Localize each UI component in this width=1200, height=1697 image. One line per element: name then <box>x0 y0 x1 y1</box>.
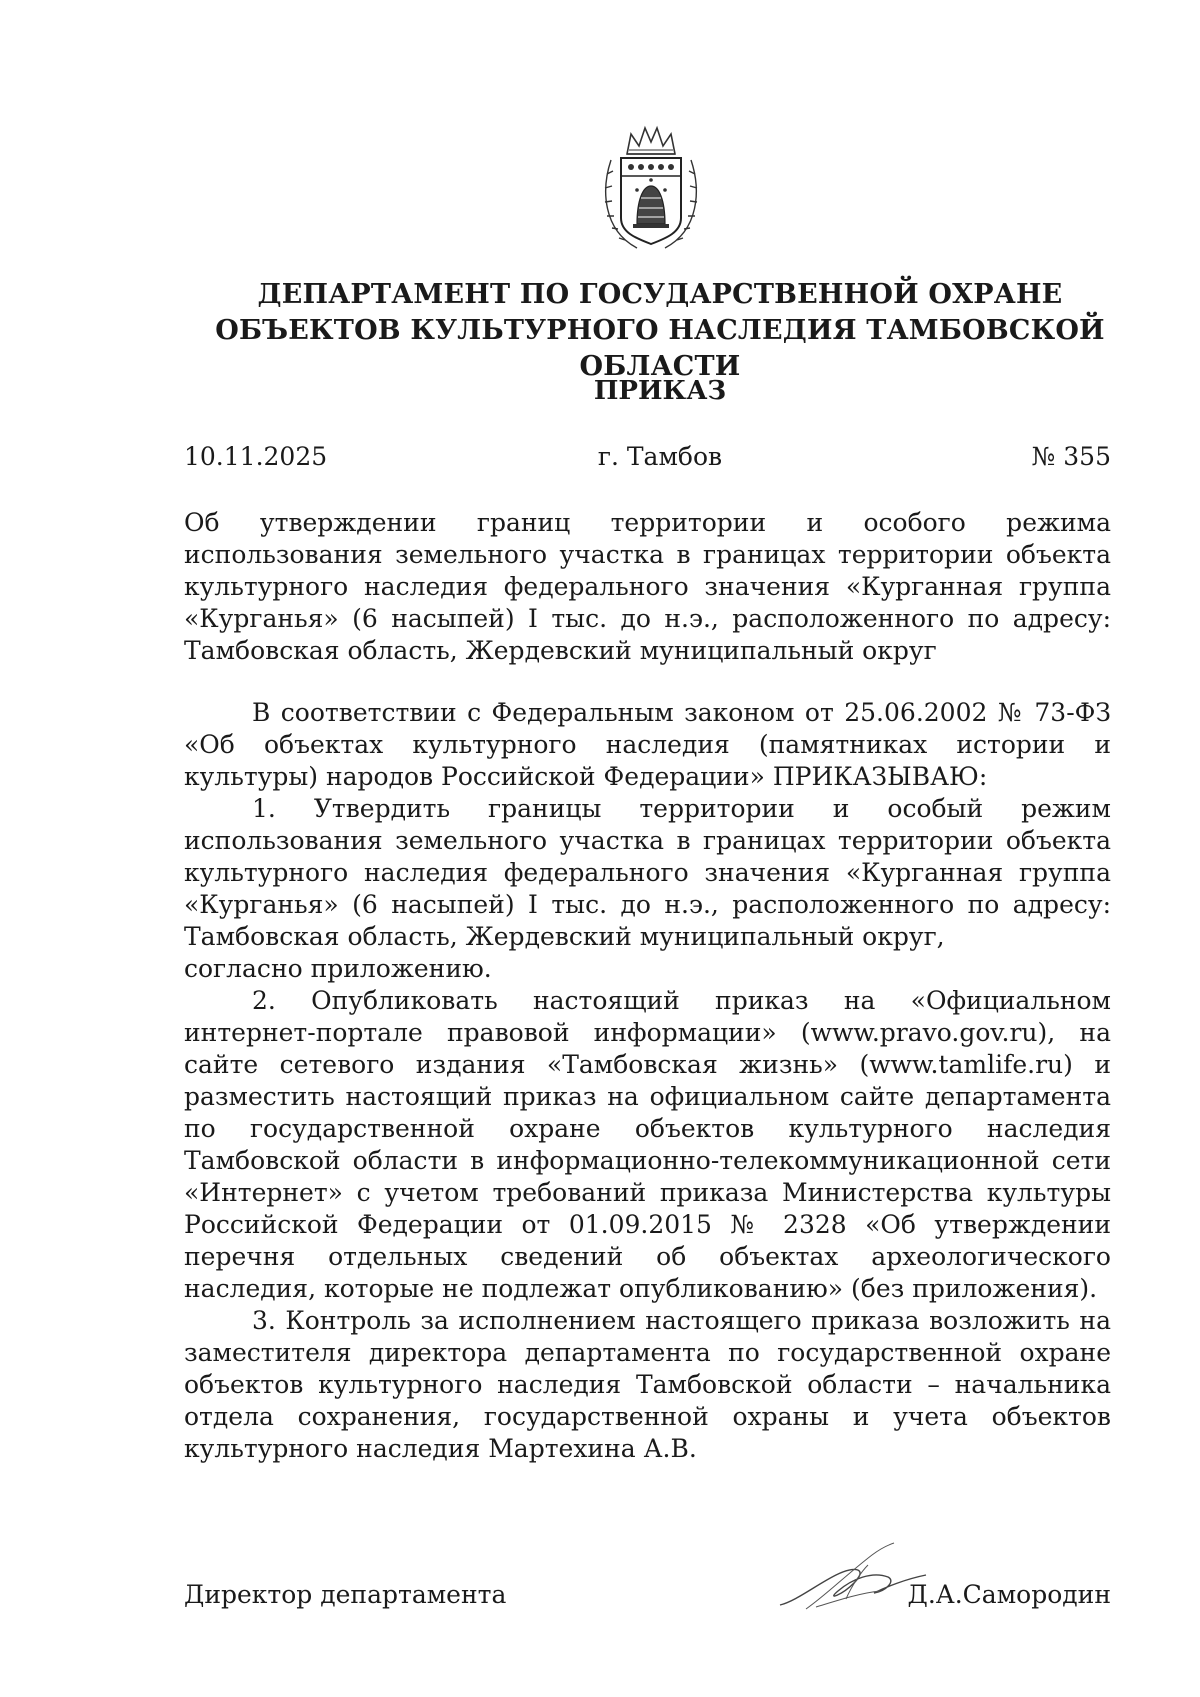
order-city: г. Тамбов <box>597 442 723 471</box>
order-number: № 355 <box>1031 442 1111 471</box>
item-3: 3. Контроль за исполнением настоящего приказа возложить на заместителя директора департамента по государственной охране объектов культурного наследия Тамбовской области – начальника отдела сохранения, государственной охраны и учета объектов культурного наследия Мартехина А.В. <box>184 1306 1111 1463</box>
item-1-tail: согласно приложению. <box>184 954 492 983</box>
department-name: ДЕПАРТАМЕНТ ПО ГОСУДАРСТВЕННОЙ ОХРАНЕ ОБЪЕКТОВ КУЛЬТУРНОГО НАСЛЕДИЯ ТАМБОВСКОЙ ОБЛАСТИ <box>215 279 1105 382</box>
preamble: В соответствии с Федеральным законом от 25.06.2002 № 73-ФЗ «Об объектах культурного наследия (памятниках истории и культуры) народов Российской Федерации» ПРИКАЗЫВАЮ: <box>184 698 1111 791</box>
item-1: 1. Утвердить границы территории и особый режим использования земельного участка в границах территории объекта культурного наследия федерального значения «Курганная группа «Курганья» (6 насыпей) I тыс. до н.э., расположенного по адресу: Тамбовская область, Жердевский муниципальный округ, <box>184 794 1111 951</box>
signatory-position: Директор департамента <box>184 1580 507 1609</box>
signatory-name: Д.А.Самородин <box>907 1580 1111 1609</box>
order-date: 10.11.2025 <box>184 442 328 471</box>
order-body <box>184 697 1111 1465</box>
coat-of-arms-icon <box>597 120 705 256</box>
order-subject <box>184 507 1111 667</box>
item-2: 2. Опубликовать настоящий приказ на «Официальном интернет-портале правовой информации» (www.pravo.gov.ru), на сайте сетевого издания «Тамбовская жизнь» (www.tamlife.ru) и разместить настоящий приказ на официальном сайте департамента по государственной охране объектов культурного наследия Тамбовской области в информационно-телекоммуникационной сети «Интернет» с учетом требований приказа Министерства культуры Российской Федерации от 01.09.2015 № 2328 «Об утверждении перечня отдельных сведений об объектах археологического наследия, которые не подлежат опубликованию» (без приложения). <box>184 986 1111 1303</box>
subject-text: Об утверждении границ территории и особого режима использования земельного участка в границах территории объекта культурного наследия федерального значения «Курганная группа «Курганья» (6 насыпей) I тыс. до н.э., расположенного по адресу: Тамбовская область, Жердевский муниципальный округ <box>184 508 1111 665</box>
document-type: ПРИКАЗ <box>593 376 727 406</box>
